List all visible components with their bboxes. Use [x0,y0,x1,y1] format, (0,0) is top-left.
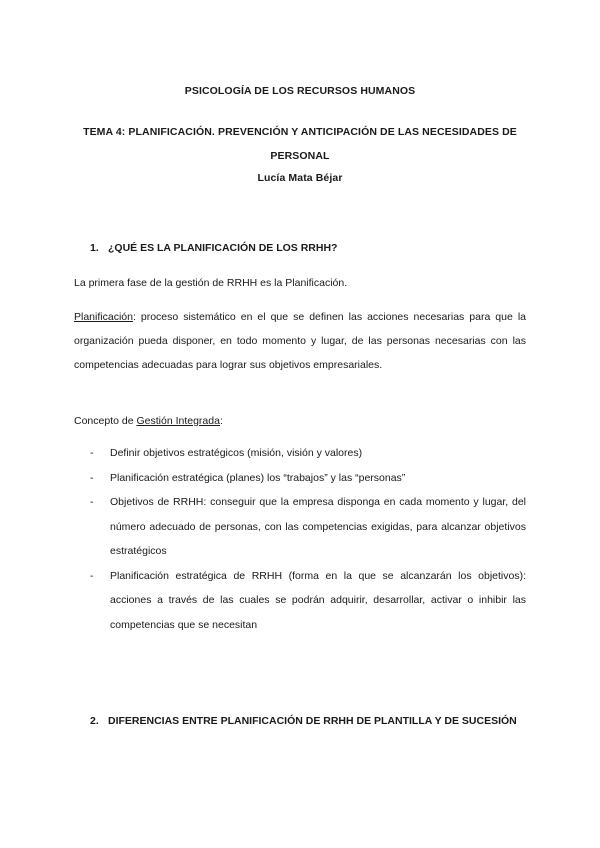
document-author: Lucía Mata Béjar [257,172,343,184]
concept-paragraph [74,409,526,433]
section-1-title: ¿QUÉ ES LA PLANIFICACIÓN DE LOS RRHH? [108,242,338,254]
bullet-marker: - [90,471,94,484]
bullet-marker: - [90,569,94,582]
document-title: PSICOLOGÍA DE LOS RECURSOS HUMANOS [184,85,416,97]
list-item [90,490,526,564]
section-1-intro: La primera fase de la gestión de RRHH es la Planificación. [74,277,348,289]
definition-paragraph [74,305,526,377]
bullet-text: Planificación estratégica de RRHH (forma en la que se alcanzarán los objetivos): acciones a través de las cuales se podrán adquirir, desarrollar, activar o inhibir las competencias que se necesitan [110,569,526,631]
bullet-marker: - [90,496,94,508]
section-2-heading [90,715,517,727]
concept-prefix: Concepto de [74,415,137,427]
bullet-text: Objetivos de RRHH: conseguir que la empresa disponga en cada momento y lugar, del número adecuado de personas, con las competencias exigidas, para alcanzar objetivos estratégicos [110,496,526,557]
concept-suffix: : [219,415,223,427]
definition-text: : proceso sistemático en el que se definen las acciones necesarias para que la organización pueda disponer, en todo momento y lugar, de las personas necesarias con las competencias adecuadas para lograr sus objetivos empresariales. [74,311,526,371]
document-subtitle: TEMA 4: PLANIFICACIÓN. PREVENCIÓN Y ANTICIPACIÓN DE LAS NECESIDADES DE PERSONAL [83,126,517,162]
section-1-heading [90,242,337,254]
section-2-number: 2. [90,715,99,727]
list-item [90,441,526,466]
bullet-text: Definir objetivos estratégicos (misión, visión y valores) [110,447,363,459]
list-item [90,466,526,491]
definition-term: Planificación [74,311,133,323]
concept-term: Gestión Integrada [136,415,220,427]
bullet-marker: - [90,447,94,459]
bullet-text: Planificación estratégica (planes) los “trabajos” y las “personas” [110,471,406,484]
section-2-title: DIFERENCIAS ENTRE PLANIFICACIÓN DE RRHH DE PLANTILLA Y DE SUCESIÓN [108,715,517,727]
list-item [90,564,526,638]
concept-bullet-list [90,441,526,637]
section-1-number: 1. [90,242,99,254]
